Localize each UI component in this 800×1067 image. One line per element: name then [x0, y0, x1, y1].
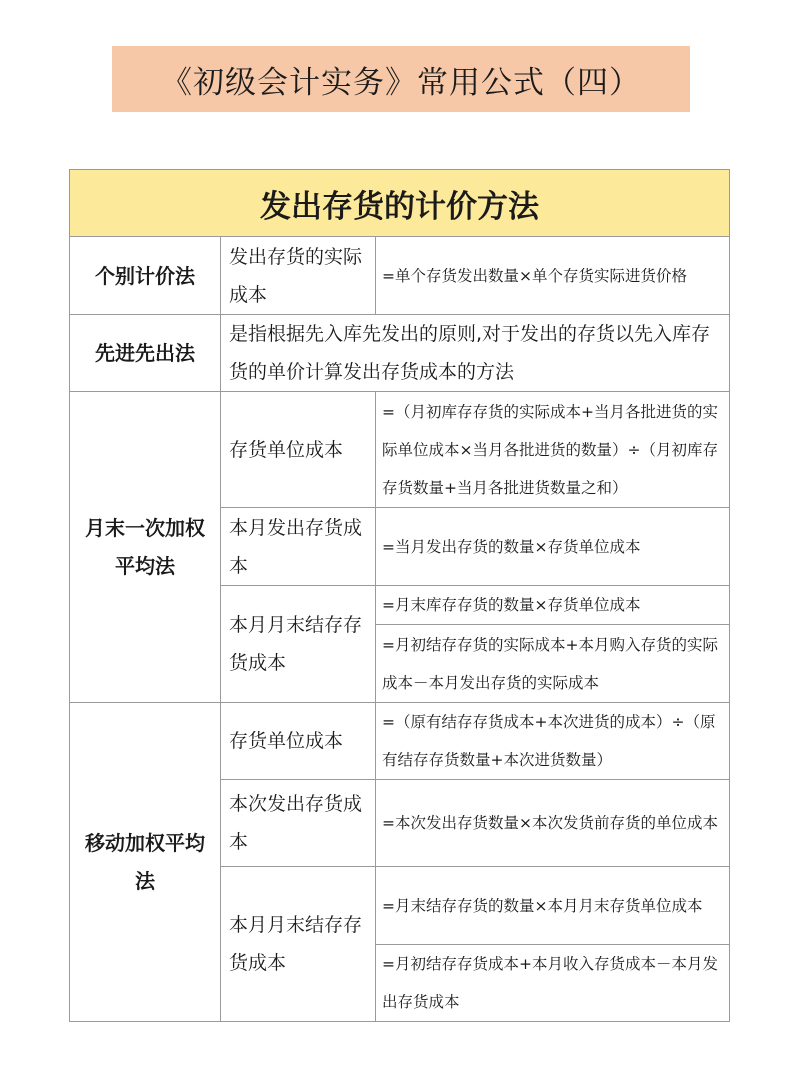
page-title: 《初级会计实务》常用公式（四）: [112, 46, 690, 112]
item-label: 发出存货的实际成本: [221, 237, 376, 315]
formula-cell: =月末结存存货的数量×本月月末存货单位成本: [376, 867, 730, 945]
item-label: 存货单位成本: [221, 392, 376, 508]
table-header: 发出存货的计价方法: [70, 170, 730, 237]
formula-cell: =本次发出存货数量×本次发货前存货的单位成本: [376, 780, 730, 867]
formula-cell: =（原有结存存货成本+本次进货的成本）÷（原有结存存货数量+本次进货数量）: [376, 703, 730, 780]
method-monthly-weighted: 月末一次加权平均法: [70, 392, 221, 703]
method-specific: 个别计价法: [70, 237, 221, 315]
item-label: 存货单位成本: [221, 703, 376, 780]
method-fifo: 先进先出法: [70, 315, 221, 392]
inventory-valuation-table: [69, 169, 730, 1022]
formula-cell: =（月初库存存货的实际成本+当月各批进货的实际单位成本×当月各批进货的数量）÷（月初库存存货数量+当月各批进货数量之和）: [376, 392, 730, 508]
method-moving-weighted: 移动加权平均法: [70, 703, 221, 1022]
formula-cell: =当月发出存货的数量×存货单位成本: [376, 508, 730, 586]
formula-cell: =月初结存存货的实际成本+本月购入存货的实际成本－本月发出存货的实际成本: [376, 625, 730, 703]
item-label: 本月月末结存存货成本: [221, 586, 376, 703]
item-label: 本月月末结存存货成本: [221, 867, 376, 1022]
item-label: 本月发出存货成本: [221, 508, 376, 586]
formula-cell: =月初结存存货成本+本月收入存货成本－本月发出存货成本: [376, 945, 730, 1022]
item-label: 本次发出存货成本: [221, 780, 376, 867]
fifo-description: 是指根据先入库先发出的原则,对于发出的存货以先入库存货的单价计算发出存货成本的方法: [221, 315, 730, 392]
formula-cell: =月末库存存货的数量×存货单位成本: [376, 586, 730, 625]
formula-cell: =单个存货发出数量×单个存货实际进货价格: [376, 237, 730, 315]
